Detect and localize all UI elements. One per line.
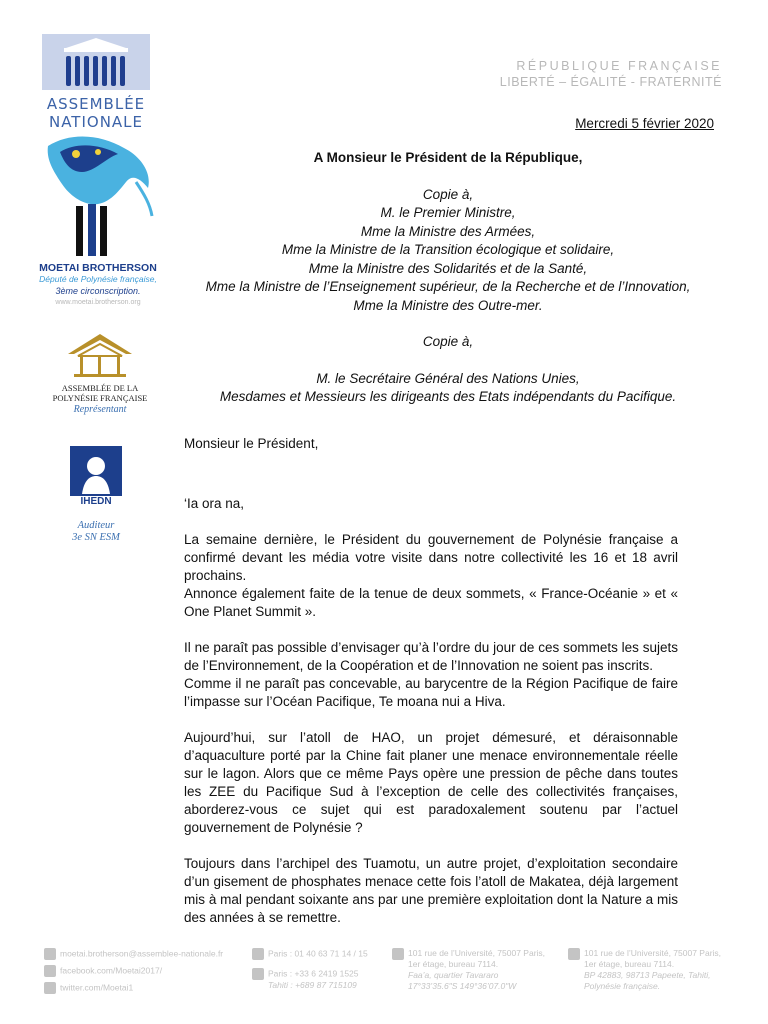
letter-body bbox=[184, 495, 678, 927]
assemblee-text-line1: ASSEMBLÉE bbox=[46, 95, 146, 113]
footer-email[interactable]: moetai.brotherson@assemblee-nationale.fr bbox=[60, 948, 224, 959]
copy-recipient: M. le Premier Ministre, bbox=[380, 205, 516, 220]
footer-phone-paris2: Paris : +33 6 2419 1525 bbox=[268, 968, 359, 979]
footer-facebook[interactable]: facebook.com/Moetai2017/ bbox=[60, 965, 163, 976]
body-paragraph: Il ne paraît pas possible d’envisager qu’à l’ordre du jour de ces sommets les sujets de l’Environnement, de la Coopération et de l’Innovation ne soient pas inscrits. bbox=[184, 640, 678, 673]
deputy-title: Député de Polynésie française, bbox=[39, 274, 157, 284]
apf-fare-icon bbox=[60, 332, 140, 378]
apf-line1: ASSEMBLÉE DE LA bbox=[61, 383, 139, 393]
footer-facebook-row[interactable] bbox=[44, 965, 254, 977]
copy-recipient: Mme la Ministre des Solidarités et de la Santé, bbox=[308, 260, 588, 276]
copy-recipient: Mme la Ministre de l’Enseignement supérieur, de la Recherche et de l’Innovation, bbox=[205, 279, 691, 294]
copy-recipient: Mme la Ministre des Armées, bbox=[360, 223, 536, 239]
mail-icon bbox=[568, 948, 580, 960]
assemblee-building-icon bbox=[42, 34, 150, 90]
footer-address1-line1: 101 rue de l’Université, 75007 Paris, bbox=[408, 948, 546, 958]
copy-intro-2: Copie à, bbox=[422, 334, 474, 349]
location-icon bbox=[392, 948, 404, 960]
deputy-name: MOETAI BROTHERSON bbox=[39, 262, 157, 274]
email-icon bbox=[44, 948, 56, 960]
republique-title: RÉPUBLIQUE FRANÇAISE bbox=[516, 59, 722, 73]
letter-greeting: ‘Ia ora na, bbox=[184, 496, 245, 511]
twitter-icon bbox=[44, 982, 56, 994]
footer-address2-line3: BP 42883, 98713 Papeete, Tahiti, bbox=[584, 970, 711, 980]
ihedn-logo bbox=[70, 446, 122, 513]
republique-devise: LIBERTÉ – ÉGALITÉ - FRATERNITÉ bbox=[499, 75, 722, 89]
letter-date: Mercredi 5 février 2020 bbox=[575, 116, 714, 131]
copy-recipient: Mme la Ministre des Outre-mer. bbox=[353, 297, 543, 313]
footer-address1-line3: Faa’a, quartier Tavararo bbox=[408, 970, 499, 980]
footer-address1-line4: 17°33’35.6"S 149°36’07.0"W bbox=[408, 981, 517, 991]
body-paragraph: La semaine dernière, le Président du gouvernement de Polynésie française a confirmé devant les média votre visite dans notre collectivité les 16 et 18 avril prochains. bbox=[184, 532, 678, 583]
manta-ray-icon bbox=[40, 132, 156, 262]
copy-recipient: Mme la Ministre de la Transition écologique et solidaire, bbox=[281, 242, 615, 257]
footer-phone-paris: Paris : 01 40 63 71 14 / 15 bbox=[268, 948, 368, 959]
body-paragraph: Annonce également faite de la tenue de deux sommets, « France-Océanie » et « One Planet Summit ». bbox=[184, 586, 678, 619]
body-paragraph: Comme il ne paraît pas concevable, au barycentre de la Région Pacifique de faire l’impasse sur l’Océan Pacifique, Te moana nui a Hiva. bbox=[184, 676, 678, 709]
letter-salutation: Monsieur le Président, bbox=[184, 436, 319, 451]
mobile-icon bbox=[252, 968, 264, 980]
body-paragraph: Aujourd’hui, sur l’atoll de HAO, un projet démesuré, et déraisonnable d’aquaculture porté par la Chine fait planer une menace environnementale réelle sur le lagon. Alors que ce même Pays opère une pression de pêche dans toutes les ZEE du Pacifique Sud à l’exception de celle des collectivités françaises, aborderez-vous ce sujet qui est paradoxalement soutenu par l’actuel gouvernement de Polynésie ? bbox=[184, 730, 678, 835]
assemblee-nationale-logo bbox=[42, 34, 150, 131]
phone-icon bbox=[252, 948, 264, 960]
deputy-website[interactable]: www.moetai.brotherson.org bbox=[55, 299, 141, 306]
page-footer bbox=[0, 948, 768, 998]
footer-address2-line4: Polynésie française. bbox=[584, 981, 661, 991]
facebook-icon bbox=[44, 965, 56, 977]
footer-address1-line2: 1er étage, bureau 7114. bbox=[408, 959, 499, 969]
letter-addressee: A Monsieur le Président de la République, bbox=[313, 150, 583, 165]
footer-phone-tahiti: Tahiti : +689 87 715109 bbox=[268, 980, 357, 990]
ihedn-label: IHEDN bbox=[80, 496, 112, 507]
apf-logo bbox=[40, 332, 160, 417]
deputy-logo bbox=[40, 132, 156, 262]
assemblee-text-line2: NATIONALE bbox=[48, 113, 144, 131]
republique-header bbox=[500, 58, 722, 90]
apf-role: Représentant bbox=[73, 404, 127, 415]
copy-recipient: Mesdames et Messieurs les dirigeants des Etats indépendants du Pacifique. bbox=[219, 389, 677, 404]
footer-address2-line2: 1er étage, bureau 7114. bbox=[584, 959, 675, 969]
footer-twitter[interactable]: twitter.com/Moetai1 bbox=[60, 982, 134, 993]
body-paragraph: Toujours dans l’archipel des Tuamotu, un autre projet, d’exploitation secondaire d’un gisement de phosphates menace cette fois l’atoll de Makatea, déjà largement mis à mal pendant soixante ans par une première exploitation dont la Nature a mis des années à se remettre. bbox=[184, 856, 678, 925]
apf-line2: POLYNÉSIE FRANÇAISE bbox=[52, 393, 148, 403]
footer-address2-line1: 101 rue de l’Université, 75007 Paris, bbox=[584, 948, 722, 958]
ihedn-role1: Auditeur bbox=[77, 520, 115, 531]
footer-twitter-row[interactable] bbox=[44, 982, 254, 994]
copy-recipient: M. le Secrétaire Général des Nations Unies, bbox=[316, 370, 580, 386]
ihedn-role2: 3e SN ESM bbox=[72, 532, 120, 543]
footer-email-row[interactable] bbox=[44, 948, 254, 960]
copy-intro-1: Copie à, bbox=[422, 186, 474, 202]
deputy-circonscription: 3ème circonscription. bbox=[55, 286, 141, 296]
